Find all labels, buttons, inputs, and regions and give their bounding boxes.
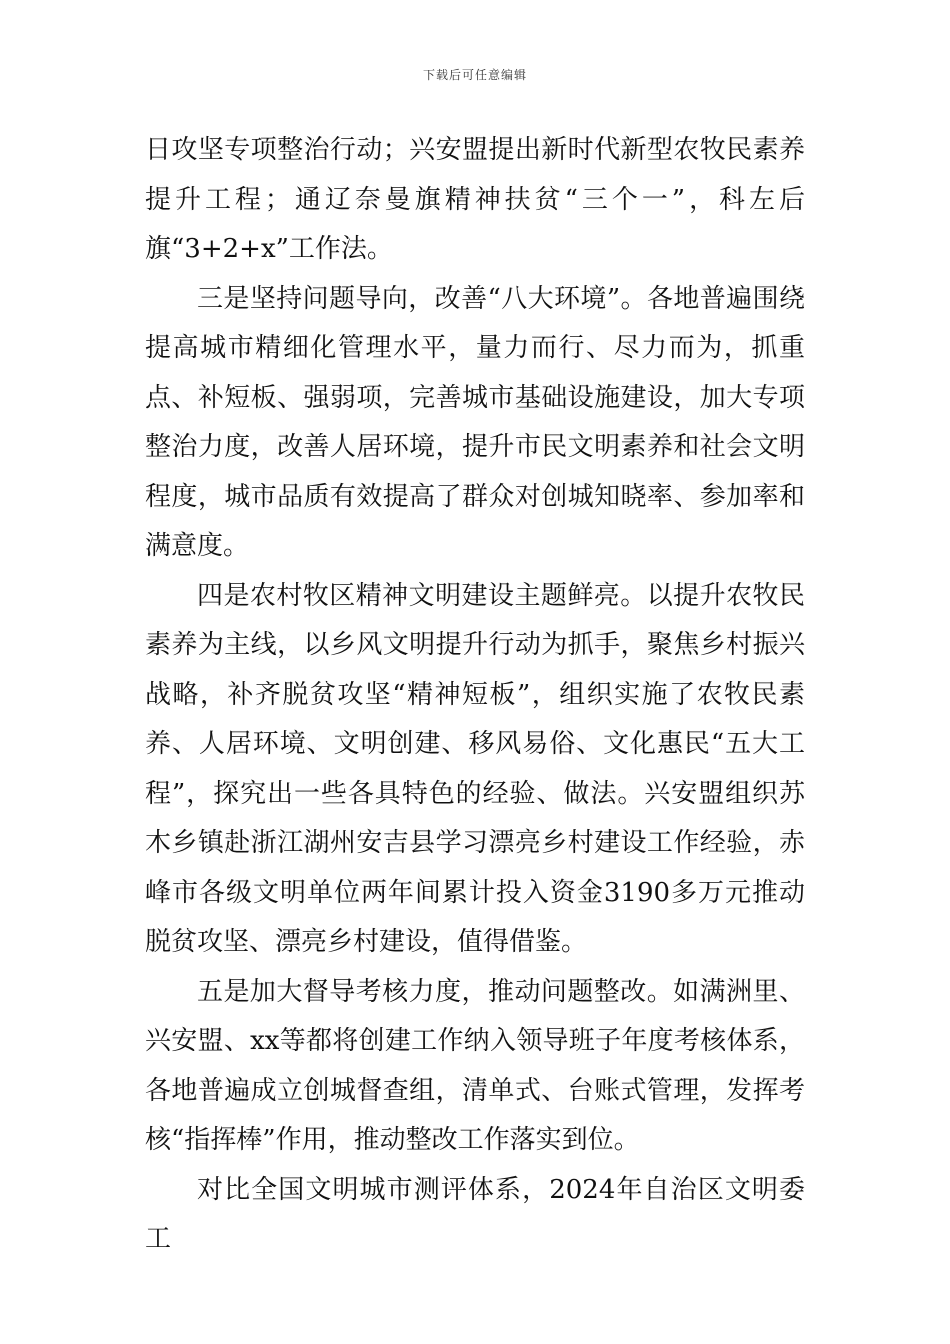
paragraph-1: 日攻坚专项整治行动；兴安盟提出新时代新型农牧民素养提升工程；通辽奈曼旗精神扶贫“三个一”，科左后旗“3+2+x”工作法。 [145,135,805,264]
paragraph-5: 对比全国文明城市测评体系，2024年自治区文明委工 [145,1174,805,1254]
document-body [145,126,805,1265]
page-header: 下载后可任意编辑 [422,68,527,82]
paragraph-3: 四是农村牧区精神文明建设主题鲜亮。以提升农牧民素养为主线，以乡风文明提升行动为抓手，聚焦乡村振兴战略，补齐脱贫攻坚“精神短板”，组织实施了农牧民素养、人居环境、文明创建、移风易俗、文化惠民“五大工程”，探究出一些各具特色的经验、做法。兴安盟组织苏木乡镇赴浙江湖州安吉县学习漂亮乡村建设工作经验，赤峰市各级文明单位两年间累计投入资金3190多万元推动脱贫攻坚、漂亮乡村建设，值得借鉴。 [145,580,805,957]
paragraph-2: 三是坚持问题导向，改善“八大环境”。各地普遍围绕提高城市精细化管理水平，量力而行、尽力而为，抓重点、补短板、强弱项，完善城市基础设施建设，加大专项整治力度，改善人居环境，提升市民文明素养和社会文明程度，城市品质有效提高了群众对创城知晓率、参加率和满意度。 [145,283,805,561]
paragraph-4: 五是加大督导考核力度，推动问题整改。如满洲里、兴安盟、xx等都将创建工作纳入领导班子年度考核体系，各地普遍成立创城督查组，清单式、台账式管理，发挥考核“指挥棒”作用，推动整改工作落实到位。 [145,976,805,1155]
